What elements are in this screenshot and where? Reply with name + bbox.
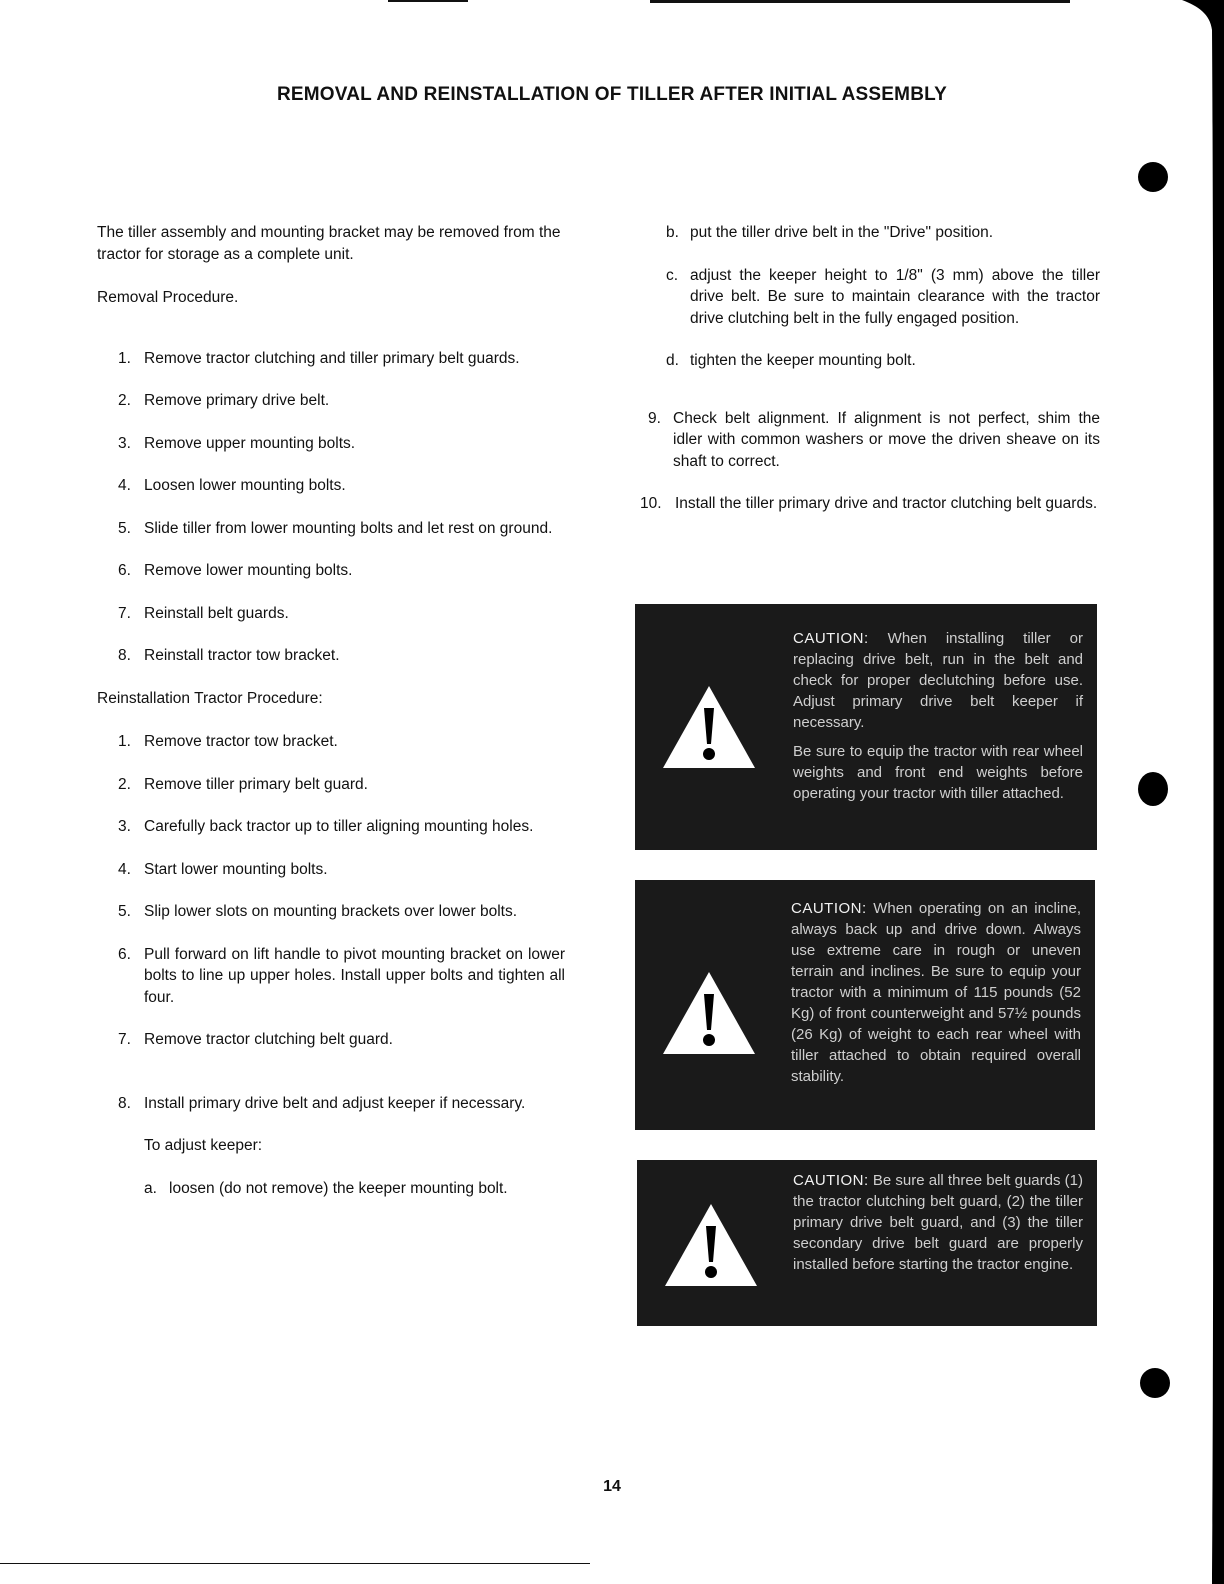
list-item: 8. Install primary drive belt and adjust keeper if necessary. (118, 1094, 526, 1112)
page-title: REMOVAL AND REINSTALLATION OF TILLER AFTER INITIAL ASSEMBLY (276, 84, 948, 105)
left-column (97, 222, 565, 1220)
list-item: 4. Start lower mounting bolts. (118, 860, 328, 878)
list-item: 5. Slide tiller from lower mounting bolts and let rest on ground. (118, 519, 553, 537)
list-item: 6. Pull forward on lift handle to pivot mounting bracket on lower bolts to line up upper holes. Install upper bolts and tighten all four. (118, 945, 565, 1006)
list-item: a. loosen (do not remove) the keeper mounting bolt. (144, 1179, 508, 1197)
reinstallation-heading: Reinstallation Tractor Procedure: (97, 689, 323, 707)
removal-heading: Removal Procedure. (97, 289, 239, 306)
list-item: 5. Slip lower slots on mounting brackets over lower bolts. (118, 903, 518, 920)
caution-label: CAUTION: (791, 900, 867, 917)
top-scan-line (388, 0, 468, 2)
list-item: 3. Remove upper mounting bolts. (118, 434, 356, 452)
keeper-heading: To adjust keeper: (144, 1137, 263, 1154)
caution-box-guards (637, 1160, 1097, 1326)
warning-triangle-icon (663, 1202, 759, 1288)
bottom-scan-line (0, 1563, 590, 1564)
caution-text: CAUTION: Be sure all three belt guards (1) the tractor clutching belt guard, (2) the tiller primary drive belt guard, and (3) the tiller secondary drive belt guard are properly installed before starting the tractor engine. (793, 1172, 1083, 1273)
list-item: 7. Reinstall belt guards. (118, 604, 289, 622)
list-item: b. put the tiller drive belt in the "Drive" position. (666, 224, 994, 241)
caution-text: CAUTION: When installing tiller or replacing drive belt, run in the belt and check for proper declutching before use. Adjust primary drive belt keeper if necessary. Be sure to equip the tractor with rear wheel weights and front end weights before operating your tractor with tiller attached. (793, 630, 1083, 802)
caution-box-belt (635, 604, 1097, 850)
list-item: c. adjust the keeper height to 1/8" (3 mm) above the tiller drive belt. Be sure to maintain clearance with the tractor drive clutching belt in the fully engaged position. (666, 266, 1100, 327)
page-edge-shadow (1162, 0, 1224, 1584)
list-item: 9. Check belt alignment. If alignment is not perfect, shim the idler with common washers or move the driven sheave on its shaft to correct. (648, 409, 1100, 470)
caution-label: CAUTION: (793, 1172, 869, 1189)
right-column (640, 222, 1100, 536)
warning-triangle-icon (661, 684, 757, 770)
warning-triangle-icon (661, 970, 757, 1056)
caution-text: CAUTION: When operating on an incline, always back up and drive down. Always use extreme care in rough or uneven terrain and inclines. Be sure to equip your tractor with a minimum of 115 pounds (52 Kg) of front counterweight and 57½ pounds (26 Kg) of weight to each rear wheel with tiller attached to obtain required overall stability. (791, 900, 1082, 1085)
caution-box-incline (635, 880, 1095, 1130)
removal-steps (97, 348, 565, 667)
caution-label: CAUTION: (793, 630, 869, 647)
intro-paragraph: The tiller assembly and mounting bracket may be removed from the tractor for storage as a complete unit. (97, 224, 561, 263)
list-item: d. tighten the keeper mounting bolt. (666, 352, 916, 369)
list-item: 7. Remove tractor clutching belt guard. (118, 1031, 393, 1048)
top-scan-line-right (650, 0, 1070, 3)
reinstallation-steps (97, 731, 565, 1199)
page-number: 14 (603, 1478, 621, 1495)
list-item: 2. Remove primary drive belt. (118, 392, 330, 409)
list-item: 8. Reinstall tractor tow bracket. (118, 647, 340, 664)
list-item: 2. Remove tiller primary belt guard. (118, 775, 368, 793)
list-item: 10. Install the tiller primary drive and tractor clutching belt guards. (640, 495, 1098, 512)
list-item: 6. Remove lower mounting bolts. (118, 562, 353, 579)
list-item: 4. Loosen lower mounting bolts. (118, 477, 346, 494)
list-item: 1. Remove tractor clutching and tiller primary belt guards. (118, 349, 520, 367)
list-item: 3. Carefully back tractor up to tiller aligning mounting holes. (118, 818, 534, 835)
list-item: 1. Remove tractor tow bracket. (118, 733, 338, 750)
